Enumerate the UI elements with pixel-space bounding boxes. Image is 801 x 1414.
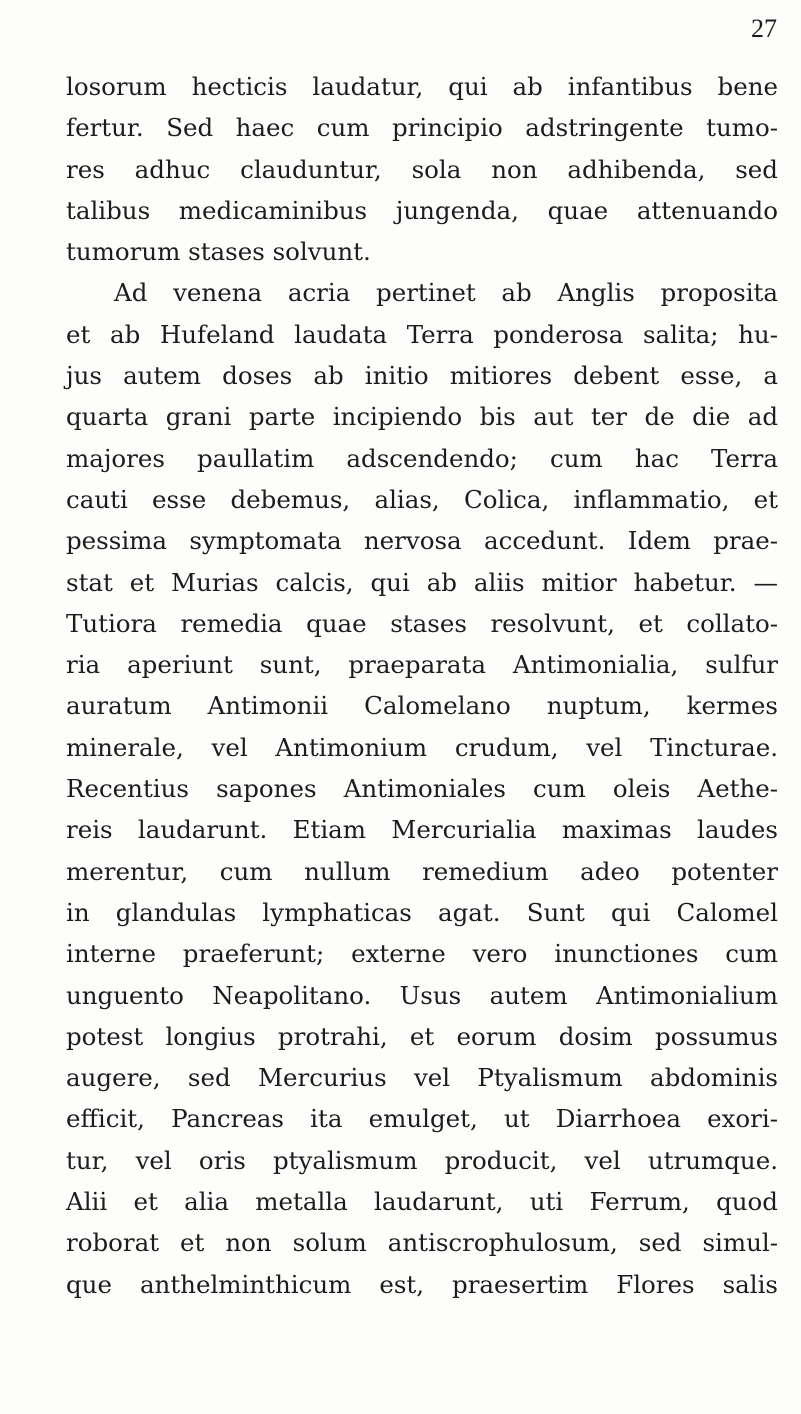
text-line: Tutiora remedia quae stases resolvunt, et collato- <box>66 608 778 638</box>
text-line: unguento Neapolitano. Usus autem Antimonialium <box>66 980 778 1010</box>
text-line: efficit, Pancreas ita emulget, ut Diarrhoea exori- <box>66 1104 778 1134</box>
text-line: quarta grani parte incipiendo bis aut ter de die ad <box>66 402 778 432</box>
text-line: potest longius protrahi, et eorum dosim possumus <box>66 1021 778 1051</box>
page-number: 27 <box>751 14 777 43</box>
text-line: minerale, vel Antimonium crudum, vel Tincturae. <box>66 732 778 762</box>
text-line: cauti esse debemus, alias, Colica, inflammatio, et <box>66 484 778 514</box>
text-line: losorum hecticis laudatur, qui ab infantibus bene <box>66 72 778 101</box>
text-line: talibus medicaminibus jungenda, quae attenuando <box>66 195 778 225</box>
text-line: Ad venena acria pertinet ab Anglis proposita <box>114 278 778 308</box>
text-line: interne praeferunt; externe vero inunctiones cum <box>66 939 778 969</box>
text-line: fertur. Sed haec cum principio adstringente tumo- <box>66 113 778 143</box>
text-line: Alii et alia metalla laudarunt, uti Ferrum, quod <box>66 1187 778 1217</box>
text-line: reis laudarunt. Etiam Mercurialia maximas laudes <box>66 815 778 845</box>
text-line: in glandulas lymphaticas agat. Sunt qui Calomel <box>66 897 778 927</box>
text-line: que anthelminthicum est, praesertim Flores salis <box>66 1269 778 1299</box>
text-line: stat et Murias calcis, qui ab aliis mitior habetur. — <box>66 567 778 597</box>
text-line: et ab Hufeland laudata Terra ponderosa salita; hu- <box>66 319 778 349</box>
text-line: pessima symptomata nervosa accedunt. Idem prae- <box>66 526 778 556</box>
text-line: augere, sed Mercurius vel Ptyalismum abdominis <box>66 1063 778 1093</box>
text-line: merentur, cum nullum remedium adeo potenter <box>66 856 778 886</box>
text-line: ria aperiunt sunt, praeparata Antimonialia, sulfur <box>66 650 778 680</box>
text-line: majores paullatim adscendendo; cum hac Terra <box>66 443 778 473</box>
text-line: roborat et non solum antiscrophulosum, sed simul- <box>66 1228 778 1258</box>
text-line: tur, vel oris ptyalismum producit, vel utrumque. <box>66 1145 778 1175</box>
text-line: jus autem doses ab initio mitiores debent esse, a <box>66 361 778 391</box>
body-text <box>66 66 778 1305</box>
text-line: tumorum stases solvunt. <box>66 237 371 267</box>
text-line: res adhuc clauduntur, sola non adhibenda, sed <box>66 154 778 184</box>
text-line: Recentius sapones Antimoniales cum oleis Aethe- <box>66 774 778 804</box>
text-line: auratum Antimonii Calomelano nuptum, kermes <box>66 691 778 721</box>
